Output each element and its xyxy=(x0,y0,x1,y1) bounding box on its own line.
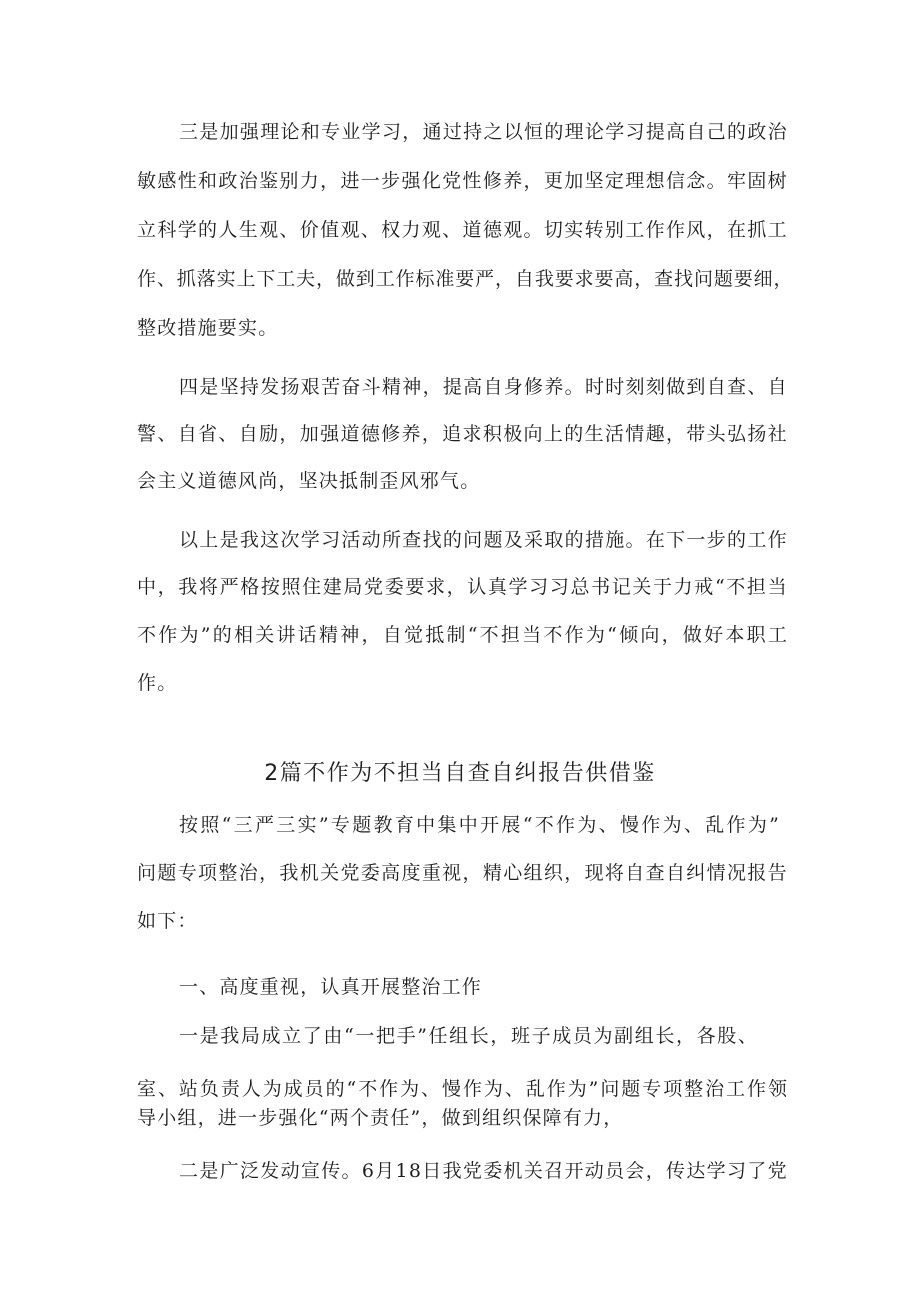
text-line: 中 ， 我 将 严 格 按 照 住 建 局 党 委 要 求 ， 认 真 学 习 习 总 书 记 关 于 力 戒 “ 不 担 当 xyxy=(137,576,787,598)
text-line: 导小组，进一步强化“两个责任”，做到组织保障有力， xyxy=(137,1107,624,1129)
section-title: 2篇不作为不担当自查自纠报告供借鉴 xyxy=(264,761,656,786)
text-line: 作 、 抓 落 实 上 下 工 夫 ， 做 到 工 作 标 准 要 严 ， 自 我 要 求 要 高 ， 查 找 问 题 要 细 ， xyxy=(137,268,793,290)
text-line: 警 、 自 省 、 自 励 ， 加 强 道 德 修 养 ， 追 求 积 极 向 上 的 生 活 情 趣 ， 带 头 弘 扬 社 xyxy=(137,423,787,445)
text-line: 整改措施要实。 xyxy=(137,317,279,339)
text-line: 二 是 广 泛 发 动 宣 传 。 6 月 1 8 日 我 党 委 机 关 召 开 动 员 会 ， 传 达 学 习 了 党 xyxy=(179,1160,787,1182)
text-line: 一 是 我 局 成 立 了 由 “ 一 把 手 ” 任 组 长 ， 班 子 成 员 为 副 组 长 ， 各 股 、 xyxy=(179,1025,757,1047)
text-line: 以 上 是 我 这 次 学 习 活 动 所 查 找 的 问 题 及 采 取 的 措 施 。 在 下 一 步 的 工 作 xyxy=(179,529,787,551)
text-line: 立 科 学 的 人 生 观 、 价 值 观 、 权 力 观 、 道 德 观 。 切 实 转 别 工 作 作 风 ， 在 抓 工 xyxy=(137,219,787,241)
text-line: 按 照 “ 三 严 三 实 ” 专 题 教 育 中 集 中 开 展 “ 不 作 为 、 慢 作 为 、 乱 作 为 ” xyxy=(179,814,779,836)
text-line: 作。 xyxy=(137,672,178,694)
text-line: 敏 感 性 和 政 治 鉴 别 力 ， 进 一 步 强 化 党 性 修 养 ， 更 加 坚 定 理 想 信 念 。 牢 固 树 xyxy=(137,170,787,192)
text-line: 四 是 坚 持 发 扬 艰 苦 奋 斗 精 神 ， 提 高 自 身 修 养 。 时 时 刻 刻 做 到 自 查 、 自 xyxy=(179,376,787,398)
heading-1: 一、高度重视，认真开展整治工作 xyxy=(179,976,483,998)
text-line: 室 、 站 负 责 人 为 成 员 的 “ 不 作 为 、 慢 作 为 、 乱 作 为 ” 问 题 专 项 整 治 工 作 领 xyxy=(137,1078,787,1100)
text-line: 如下： xyxy=(137,910,198,932)
text-line: 问 题 专 项 整 治 ， 我 机 关 党 委 高 度 重 视 ， 精 心 组 织 ， 现 将 自 查 自 纠 情 况 报 告 xyxy=(137,862,787,884)
text-line: 会主义道德风尚，坚决抵制歪风邪气。 xyxy=(137,470,481,492)
text-line: 三 是 加 强 理 论 和 专 业 学 习 ， 通 过 持 之 以 恒 的 理 论 学 习 提 高 自 己 的 政 治 xyxy=(179,121,787,143)
text-line: 不 作 为 ” 的 相 关 讲 话 精 神 ， 自 觉 抵 制 “ 不 担 当 不 作 为 “ 倾 向 ， 做 好 本 职 工 xyxy=(137,624,787,646)
